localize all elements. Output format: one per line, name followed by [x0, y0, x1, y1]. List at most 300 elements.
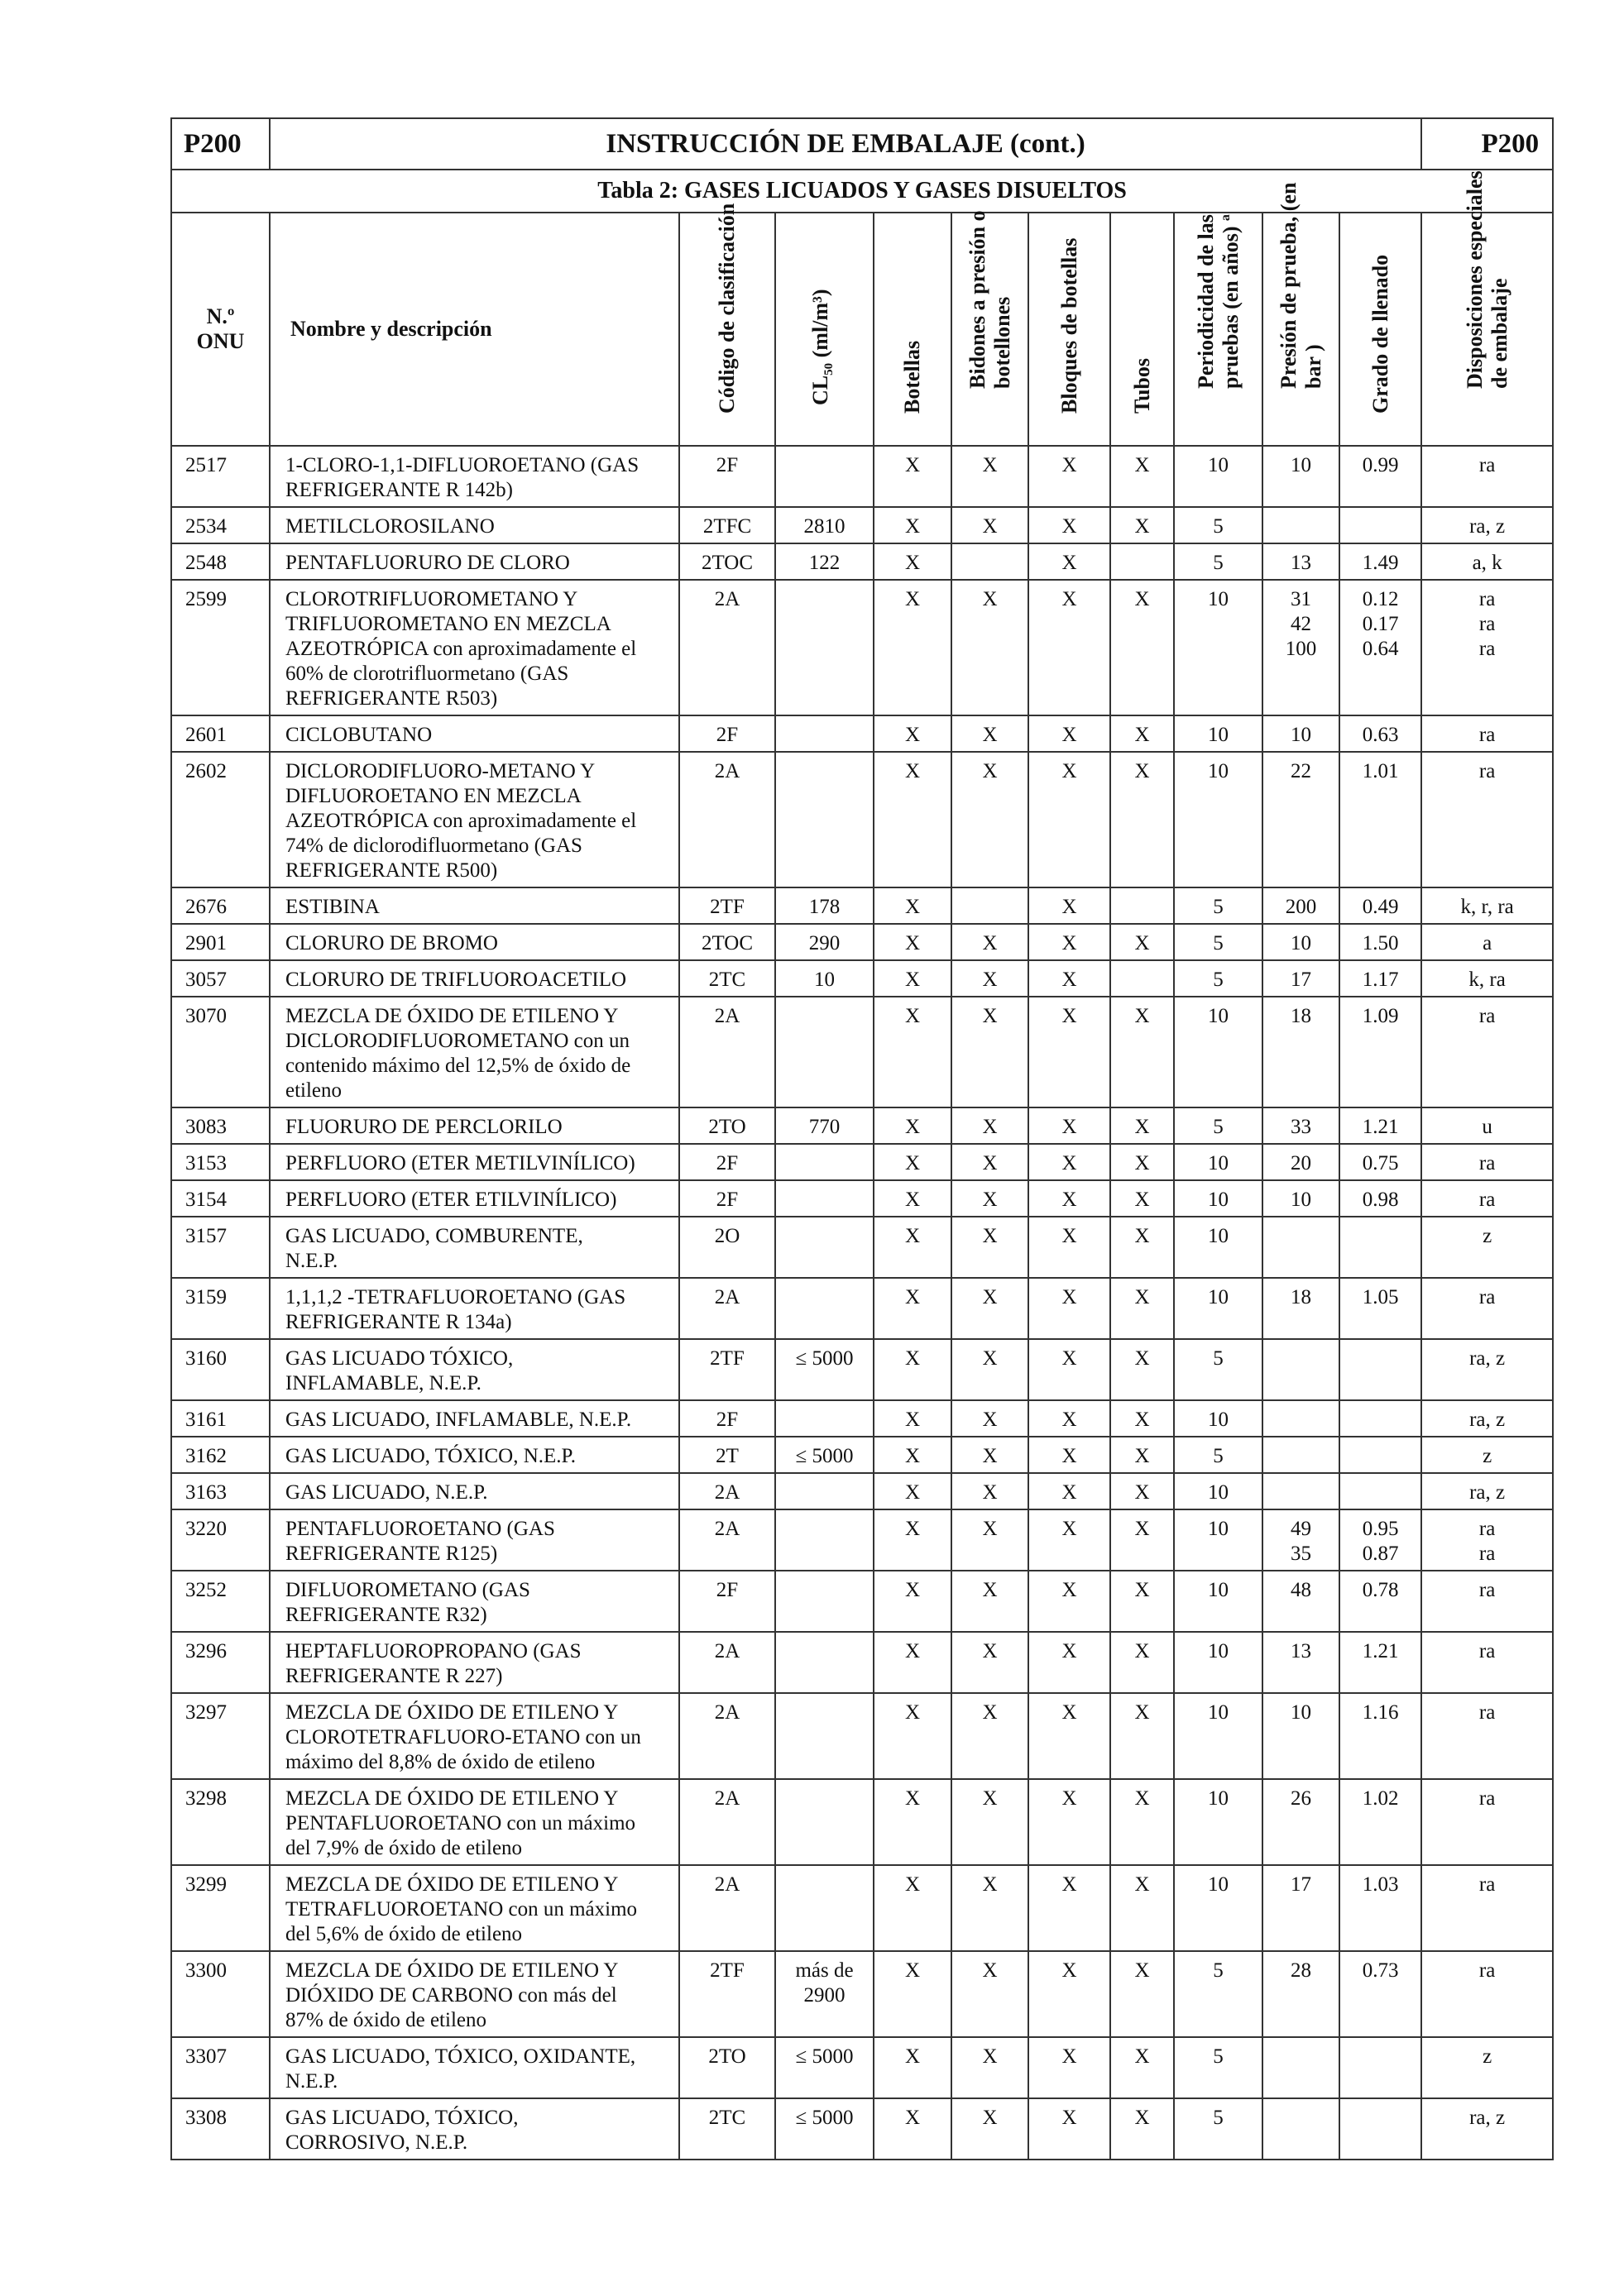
cell-name: FLUORURO DE PERCLORILO: [270, 1107, 679, 1144]
cell-disposiciones: ra: [1421, 1865, 1553, 1951]
cell-tubos: X: [1110, 715, 1174, 752]
table-row: [171, 1693, 1553, 1779]
cell-periodicidad: 5: [1174, 1107, 1262, 1144]
cell-disposiciones: ra: [1421, 1571, 1553, 1632]
cell-presion: [1262, 1437, 1339, 1473]
cell-periodicidad: 10: [1174, 1144, 1262, 1180]
cell-onu: 3300: [171, 1951, 270, 2037]
cell-classification-code: 2TF: [679, 1951, 775, 2037]
cell-grado: 0.75: [1339, 1144, 1421, 1180]
cell-periodicidad: 10: [1174, 1779, 1262, 1865]
cell-name: CICLOBUTANO: [270, 715, 679, 752]
cell-classification-code: 2F: [679, 1144, 775, 1180]
cell-botellas: X: [874, 1865, 951, 1951]
col-presion: Presión de prueba, (en bar ): [1262, 213, 1339, 446]
cell-classification-code: 2TOC: [679, 924, 775, 960]
cell-botellas: X: [874, 1278, 951, 1339]
cell-periodicidad: 5: [1174, 960, 1262, 997]
cell-tubos: X: [1110, 997, 1174, 1107]
cell-onu: 3220: [171, 1509, 270, 1571]
cell-disposiciones: z: [1421, 1437, 1553, 1473]
cell-disposiciones: a: [1421, 924, 1553, 960]
cell-botellas: X: [874, 507, 951, 543]
cell-tubos: X: [1110, 1180, 1174, 1217]
cell-disposiciones: ra: [1421, 1779, 1553, 1865]
cell-bloques: X: [1028, 580, 1110, 715]
cell-tubos: [1110, 887, 1174, 924]
cell-disposiciones: ra: [1421, 1278, 1553, 1339]
cell-disposiciones: z: [1421, 1217, 1553, 1278]
cell-presion: [1262, 1339, 1339, 1400]
cell-cl50: ≤ 5000: [775, 2098, 874, 2160]
cell-tubos: X: [1110, 1693, 1174, 1779]
table-row: [171, 1473, 1553, 1509]
cell-disposiciones: ra: [1421, 1632, 1553, 1693]
cell-botellas: X: [874, 1951, 951, 2037]
cell-grado: 1.05: [1339, 1278, 1421, 1339]
cell-presion: 18: [1262, 1278, 1339, 1339]
cell-bloques: X: [1028, 715, 1110, 752]
cell-cl50: 122: [775, 543, 874, 580]
cell-botellas: X: [874, 1632, 951, 1693]
cell-bloques: X: [1028, 1144, 1110, 1180]
cell-botellas: X: [874, 1217, 951, 1278]
cell-cl50: [775, 1632, 874, 1693]
col-name: Nombre y descripción: [270, 213, 679, 446]
cell-bidones: X: [951, 1571, 1028, 1632]
cell-onu: 3057: [171, 960, 270, 997]
cell-classification-code: 2A: [679, 1509, 775, 1571]
cell-name: DIFLUOROMETANO (GAS REFRIGERANTE R32): [270, 1571, 679, 1632]
cell-tubos: X: [1110, 1779, 1174, 1865]
cell-presion: 10: [1262, 715, 1339, 752]
cell-classification-code: 2A: [679, 1865, 775, 1951]
cell-name: GAS LICUADO TÓXICO, INFLAMABLE, N.E.P.: [270, 1339, 679, 1400]
cell-grado: 0.63: [1339, 715, 1421, 752]
cell-classification-code: 2O: [679, 1217, 775, 1278]
cell-disposiciones: ra, z: [1421, 2098, 1553, 2160]
cell-onu: 3298: [171, 1779, 270, 1865]
cell-tubos: X: [1110, 2098, 1174, 2160]
cell-onu: 2548: [171, 543, 270, 580]
cell-bidones: X: [951, 446, 1028, 507]
cell-bidones: X: [951, 1400, 1028, 1437]
cell-onu: 3070: [171, 997, 270, 1107]
cell-botellas: X: [874, 446, 951, 507]
packing-instruction-page: [170, 117, 1552, 2160]
cell-onu: 3296: [171, 1632, 270, 1693]
cell-presion: 18: [1262, 997, 1339, 1107]
cell-grado: [1339, 1217, 1421, 1278]
cell-cl50: [775, 1400, 874, 1437]
cell-onu: 3162: [171, 1437, 270, 1473]
cell-bidones: X: [951, 997, 1028, 1107]
cell-bloques: X: [1028, 1509, 1110, 1571]
cell-bloques: X: [1028, 887, 1110, 924]
cell-onu: 3083: [171, 1107, 270, 1144]
cell-tubos: X: [1110, 752, 1174, 887]
cell-name: GAS LICUADO, INFLAMABLE, N.E.P.: [270, 1400, 679, 1437]
table-row: [171, 1339, 1553, 1400]
cell-disposiciones: ra: [1421, 1144, 1553, 1180]
cell-bidones: X: [951, 960, 1028, 997]
cell-bidones: X: [951, 1693, 1028, 1779]
cell-cl50: 2810: [775, 507, 874, 543]
cell-grado: 0.12 0.17 0.64: [1339, 580, 1421, 715]
instruction-code-right: P200: [1421, 118, 1553, 170]
cell-onu: 3307: [171, 2037, 270, 2098]
cell-tubos: X: [1110, 580, 1174, 715]
cell-classification-code: 2A: [679, 1473, 775, 1509]
cell-classification-code: 2F: [679, 715, 775, 752]
col-cl50: $CL_{50}$ (ml/m³): [775, 213, 874, 446]
cell-periodicidad: 10: [1174, 1217, 1262, 1278]
cell-cl50: [775, 1473, 874, 1509]
cell-bidones: X: [951, 1473, 1028, 1509]
cell-tubos: X: [1110, 924, 1174, 960]
cell-periodicidad: 5: [1174, 2098, 1262, 2160]
gases-table: [170, 117, 1554, 2160]
col-bidones: Bidones a presión o botellones: [951, 213, 1028, 446]
cell-botellas: X: [874, 2037, 951, 2098]
table-row: [171, 997, 1553, 1107]
cell-tubos: X: [1110, 1339, 1174, 1400]
cell-grado: 0.49: [1339, 887, 1421, 924]
cell-cl50: [775, 1217, 874, 1278]
cell-classification-code: 2F: [679, 1571, 775, 1632]
cell-cl50: [775, 580, 874, 715]
cell-grado: 0.95 0.87: [1339, 1509, 1421, 1571]
cell-bloques: X: [1028, 1400, 1110, 1437]
cell-presion: 10: [1262, 1180, 1339, 1217]
cell-onu: 3160: [171, 1339, 270, 1400]
table-row: [171, 1951, 1553, 2037]
cell-periodicidad: 10: [1174, 997, 1262, 1107]
cell-bidones: X: [951, 1107, 1028, 1144]
cell-onu: 2517: [171, 446, 270, 507]
cell-periodicidad: 10: [1174, 1865, 1262, 1951]
cell-botellas: X: [874, 1107, 951, 1144]
cell-periodicidad: 10: [1174, 1693, 1262, 1779]
cell-presion: 20: [1262, 1144, 1339, 1180]
cell-cl50: [775, 1144, 874, 1180]
cell-presion: [1262, 2037, 1339, 2098]
cell-presion: [1262, 1217, 1339, 1278]
table-row: [171, 2037, 1553, 2098]
col-tubos: Tubos: [1110, 213, 1174, 446]
cell-bidones: [951, 887, 1028, 924]
cell-classification-code: 2TO: [679, 1107, 775, 1144]
cell-botellas: X: [874, 2098, 951, 2160]
cell-bloques: X: [1028, 2037, 1110, 2098]
cell-grado: 1.50: [1339, 924, 1421, 960]
cell-botellas: X: [874, 543, 951, 580]
cell-name: ESTIBINA: [270, 887, 679, 924]
col-onu: N.º ONU: [171, 213, 270, 446]
cell-name: DICLORODIFLUORO-METANO Y DIFLUOROETANO EN MEZCLA AZEOTRÓPICA con aproximadamente el 74% de diclorodifluormetano (GAS REFRIGERANTE R500): [270, 752, 679, 887]
cell-botellas: X: [874, 1509, 951, 1571]
cell-presion: 10: [1262, 446, 1339, 507]
cell-name: MEZCLA DE ÓXIDO DE ETILENO Y CLOROTETRAFLUORO-ETANO con un máximo del 8,8% de óxido de etileno: [270, 1693, 679, 1779]
cell-tubos: X: [1110, 446, 1174, 507]
cell-botellas: X: [874, 1339, 951, 1400]
cell-presion: 31 42 100: [1262, 580, 1339, 715]
cell-onu: 2599: [171, 580, 270, 715]
cell-bloques: X: [1028, 1693, 1110, 1779]
cell-bloques: X: [1028, 960, 1110, 997]
cell-name: GAS LICUADO, N.E.P.: [270, 1473, 679, 1509]
cell-classification-code: 2T: [679, 1437, 775, 1473]
cell-cl50: [775, 1865, 874, 1951]
cell-presion: [1262, 1473, 1339, 1509]
cell-cl50: ≤ 5000: [775, 1339, 874, 1400]
table-title-row: [171, 170, 1553, 213]
cell-classification-code: 2TFC: [679, 507, 775, 543]
cell-classification-code: 2A: [679, 752, 775, 887]
cell-grado: 1.21: [1339, 1632, 1421, 1693]
cell-classification-code: 2F: [679, 446, 775, 507]
cell-bloques: X: [1028, 1339, 1110, 1400]
cell-bidones: X: [951, 1217, 1028, 1278]
cell-bloques: X: [1028, 2098, 1110, 2160]
cell-onu: 3299: [171, 1865, 270, 1951]
cell-botellas: X: [874, 1180, 951, 1217]
cell-cl50: ≤ 5000: [775, 2037, 874, 2098]
cell-name: MEZCLA DE ÓXIDO DE ETILENO Y TETRAFLUOROETANO con un máximo del 5,6% de óxido de etileno: [270, 1865, 679, 1951]
cell-onu: 2676: [171, 887, 270, 924]
cell-bloques: X: [1028, 1951, 1110, 2037]
cell-tubos: X: [1110, 1951, 1174, 2037]
cell-disposiciones: ra, z: [1421, 1400, 1553, 1437]
cell-presion: 10: [1262, 924, 1339, 960]
cell-grado: [1339, 2037, 1421, 2098]
cell-tubos: X: [1110, 1278, 1174, 1339]
cell-cl50: [775, 715, 874, 752]
cell-onu: 3161: [171, 1400, 270, 1437]
cell-grado: 1.49: [1339, 543, 1421, 580]
cell-presion: 48: [1262, 1571, 1339, 1632]
cell-cl50: [775, 1278, 874, 1339]
cell-bloques: X: [1028, 1278, 1110, 1339]
cell-periodicidad: 5: [1174, 1437, 1262, 1473]
cell-grado: 1.21: [1339, 1107, 1421, 1144]
cell-name: METILCLOROSILANO: [270, 507, 679, 543]
cell-name: 1-CLORO-1,1-DIFLUOROETANO (GAS REFRIGERANTE R 142b): [270, 446, 679, 507]
cell-botellas: X: [874, 1437, 951, 1473]
cell-periodicidad: 5: [1174, 1951, 1262, 2037]
cell-grado: [1339, 1400, 1421, 1437]
cell-cl50: [775, 1779, 874, 1865]
cell-cl50: 178: [775, 887, 874, 924]
cell-presion: 13: [1262, 1632, 1339, 1693]
cell-bidones: X: [951, 924, 1028, 960]
cell-bidones: X: [951, 2037, 1028, 2098]
cell-botellas: X: [874, 1779, 951, 1865]
cell-bloques: X: [1028, 446, 1110, 507]
cell-tubos: X: [1110, 1473, 1174, 1509]
cell-tubos: X: [1110, 1437, 1174, 1473]
cell-presion: 22: [1262, 752, 1339, 887]
table-row: [171, 1144, 1553, 1180]
cell-bidones: X: [951, 1509, 1028, 1571]
cell-bidones: X: [951, 752, 1028, 887]
cell-tubos: X: [1110, 1144, 1174, 1180]
cell-tubos: X: [1110, 2037, 1174, 2098]
cell-grado: 1.17: [1339, 960, 1421, 997]
cell-botellas: X: [874, 1400, 951, 1437]
cell-disposiciones: z: [1421, 2037, 1553, 2098]
cell-name: HEPTAFLUOROPROPANO (GAS REFRIGERANTE R 227): [270, 1632, 679, 1693]
cell-name: PERFLUORO (ETER METILVINÍLICO): [270, 1144, 679, 1180]
cell-grado: 1.09: [1339, 997, 1421, 1107]
cell-periodicidad: 10: [1174, 446, 1262, 507]
cell-name: 1,1,1,2 -TETRAFLUOROETANO (GAS REFRIGERANTE R 134a): [270, 1278, 679, 1339]
cell-disposiciones: a, k: [1421, 543, 1553, 580]
cell-presion: [1262, 507, 1339, 543]
cell-periodicidad: 10: [1174, 1632, 1262, 1693]
cell-presion: 26: [1262, 1779, 1339, 1865]
cell-presion: 33: [1262, 1107, 1339, 1144]
cell-periodicidad: 10: [1174, 580, 1262, 715]
cell-disposiciones: ra: [1421, 997, 1553, 1107]
cell-cl50: 10: [775, 960, 874, 997]
cell-grado: [1339, 1437, 1421, 1473]
table-row: [171, 1180, 1553, 1217]
cell-botellas: X: [874, 997, 951, 1107]
cell-bidones: X: [951, 1779, 1028, 1865]
cell-botellas: X: [874, 960, 951, 997]
cell-classification-code: 2TC: [679, 2098, 775, 2160]
cell-onu: 3252: [171, 1571, 270, 1632]
cell-classification-code: 2A: [679, 580, 775, 715]
cell-periodicidad: 10: [1174, 715, 1262, 752]
cell-grado: 0.73: [1339, 1951, 1421, 2037]
cell-presion: 17: [1262, 1865, 1339, 1951]
cell-disposiciones: ra: [1421, 446, 1553, 507]
cell-periodicidad: 5: [1174, 1339, 1262, 1400]
cell-grado: 1.16: [1339, 1693, 1421, 1779]
cell-name: MEZCLA DE ÓXIDO DE ETILENO Y DICLORODIFLUOROMETANO con un contenido máximo del 12,5% de óxido de etileno: [270, 997, 679, 1107]
table-row: [171, 752, 1553, 887]
cell-botellas: X: [874, 580, 951, 715]
cell-classification-code: 2F: [679, 1400, 775, 1437]
cell-name: PERFLUORO (ETER ETILVINÍLICO): [270, 1180, 679, 1217]
table-row: [171, 1278, 1553, 1339]
cell-cl50: [775, 752, 874, 887]
cell-botellas: X: [874, 887, 951, 924]
cell-bidones: X: [951, 715, 1028, 752]
cell-name: CLORURO DE TRIFLUOROACETILO: [270, 960, 679, 997]
cell-grado: 1.02: [1339, 1779, 1421, 1865]
cell-bidones: X: [951, 1951, 1028, 2037]
cell-disposiciones: ra, z: [1421, 1473, 1553, 1509]
cell-bidones: X: [951, 1278, 1028, 1339]
cell-cl50: [775, 1693, 874, 1779]
cell-classification-code: 2TF: [679, 1339, 775, 1400]
cell-cl50: [775, 997, 874, 1107]
instruction-code-left: P200: [171, 118, 270, 170]
cell-grado: 0.98: [1339, 1180, 1421, 1217]
cell-bidones: X: [951, 507, 1028, 543]
cell-bloques: X: [1028, 997, 1110, 1107]
table-row: [171, 1632, 1553, 1693]
cell-tubos: X: [1110, 1571, 1174, 1632]
cell-botellas: X: [874, 752, 951, 887]
cell-tubos: [1110, 960, 1174, 997]
table-row: [171, 1437, 1553, 1473]
table-row: [171, 715, 1553, 752]
table-row: [171, 1865, 1553, 1951]
cell-botellas: X: [874, 924, 951, 960]
cell-presion: 13: [1262, 543, 1339, 580]
cell-grado: [1339, 2098, 1421, 2160]
cell-onu: 2602: [171, 752, 270, 887]
cell-tubos: X: [1110, 1865, 1174, 1951]
cell-classification-code: 2A: [679, 1693, 775, 1779]
cell-onu: 3154: [171, 1180, 270, 1217]
cell-disposiciones: ra: [1421, 1951, 1553, 2037]
cell-bidones: X: [951, 1437, 1028, 1473]
cell-grado: [1339, 1339, 1421, 1400]
cell-periodicidad: 10: [1174, 1473, 1262, 1509]
cell-botellas: X: [874, 715, 951, 752]
cell-presion: 17: [1262, 960, 1339, 997]
cell-bloques: X: [1028, 1217, 1110, 1278]
instruction-title: INSTRUCCIÓN DE EMBALAJE (cont.): [270, 118, 1421, 170]
column-header-row: [171, 213, 1553, 446]
cell-periodicidad: 5: [1174, 2037, 1262, 2098]
cell-cl50: 770: [775, 1107, 874, 1144]
cell-bidones: X: [951, 1144, 1028, 1180]
cell-cl50: [775, 1180, 874, 1217]
cell-disposiciones: ra: [1421, 752, 1553, 887]
cell-name: GAS LICUADO, COMBURENTE, N.E.P.: [270, 1217, 679, 1278]
cell-bidones: X: [951, 1339, 1028, 1400]
table-row: [171, 1400, 1553, 1437]
instruction-header-row: [171, 118, 1553, 170]
cell-disposiciones: k, ra: [1421, 960, 1553, 997]
cell-presion: 28: [1262, 1951, 1339, 2037]
cell-cl50: [775, 1509, 874, 1571]
cell-presion: [1262, 1400, 1339, 1437]
cell-cl50: 290: [775, 924, 874, 960]
cell-periodicidad: 5: [1174, 924, 1262, 960]
cell-onu: 3153: [171, 1144, 270, 1180]
cell-disposiciones: ra, z: [1421, 507, 1553, 543]
cell-name: GAS LICUADO, TÓXICO, N.E.P.: [270, 1437, 679, 1473]
table-row: [171, 580, 1553, 715]
cell-periodicidad: 10: [1174, 1571, 1262, 1632]
cell-onu: 3297: [171, 1693, 270, 1779]
cell-tubos: X: [1110, 507, 1174, 543]
cell-classification-code: 2A: [679, 997, 775, 1107]
col-disposiciones: Disposiciones especiales de embalaje: [1421, 213, 1553, 446]
cell-bloques: X: [1028, 1180, 1110, 1217]
cell-bloques: X: [1028, 1107, 1110, 1144]
cell-name: PENTAFLUOROETANO (GAS REFRIGERANTE R125): [270, 1509, 679, 1571]
col-periodicidad: Periodicidad de las pruebas (en años) ª: [1174, 213, 1262, 446]
cell-presion: 200: [1262, 887, 1339, 924]
cell-classification-code: 2A: [679, 1278, 775, 1339]
cell-periodicidad: 5: [1174, 543, 1262, 580]
cell-bloques: X: [1028, 543, 1110, 580]
cell-botellas: X: [874, 1571, 951, 1632]
cell-bloques: X: [1028, 1571, 1110, 1632]
cell-bidones: X: [951, 1180, 1028, 1217]
cell-grado: 1.01: [1339, 752, 1421, 887]
cell-cl50: ≤ 5000: [775, 1437, 874, 1473]
cell-disposiciones: u: [1421, 1107, 1553, 1144]
